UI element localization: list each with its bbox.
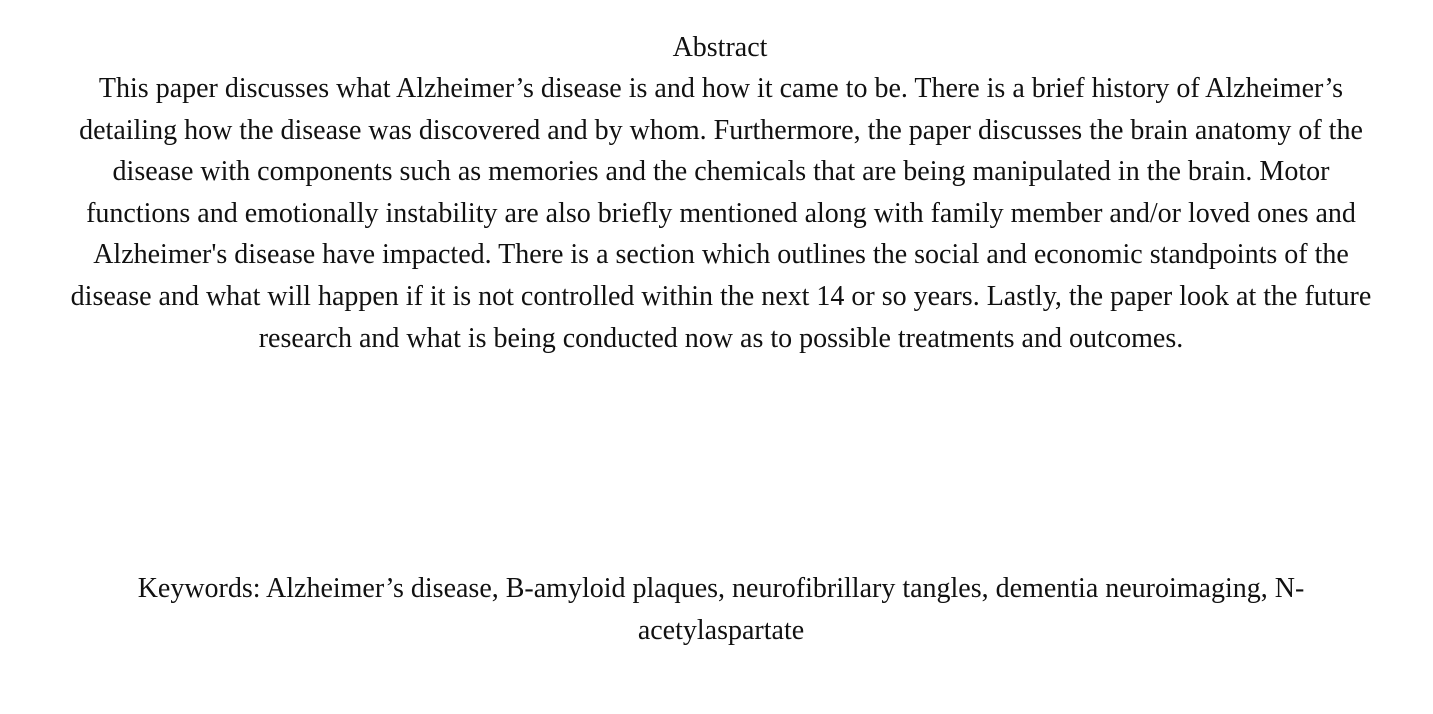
abstract-paragraph: This paper discusses what Alzheimer’s disease is and how it came to be. There is a brief history of Alzheimer’s detailing how the disease was discovered and by whom. Furthermore, the paper discusses the brain anatomy of the disease with components such as memories and the chemicals that are being manipulated in the brain. Motor functions and emotionally instability are also briefly mentioned along with family member and/or loved ones and Alzheimer's disease have impacted. There is a section which outlines the social and economic standpoints of the disease and what will happen if it is not controlled within the next 14 or so years. Lastly, the paper look at the future research and what is being conducted now as to possible treatments and outcomes. — [70, 73, 1372, 354]
keywords-line: Keywords: Alzheimer’s disease, B-amyloid plaques, neurofibrillary tangles, dementia neuroimaging, N-acetylaspartate — [137, 573, 1305, 646]
abstract-heading: Abstract — [672, 32, 768, 63]
